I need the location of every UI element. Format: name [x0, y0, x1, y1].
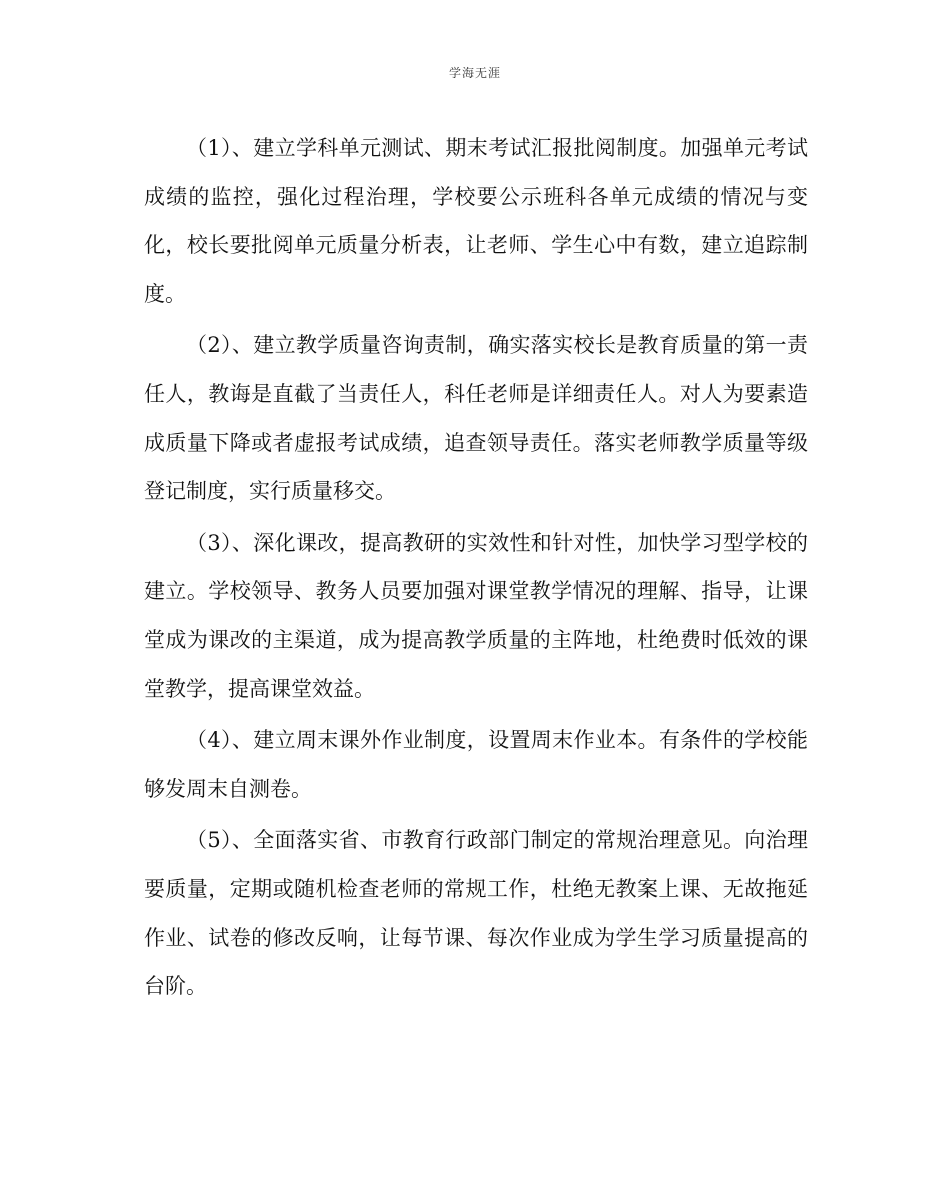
- paragraph-4: （4）、建立周末课外作业制度，设置周末作业本。有条件的学校能够发周末自测卷。: [144, 728, 808, 801]
- paragraph-3: （3）、深化课改，提高教研的实效性和针对性，加快学习型学校的建立。学校领导、教务人员要加强对课堂教学情况的理解、指导，让课堂成为课改的主渠道，成为提高教学质量的主阵地，杜绝费时低效的课堂教学，提高课堂效益。: [144, 530, 808, 701]
- paragraph-1: （1）、建立学科单元测试、期末考试汇报批阅制度。加强单元考试成绩的监控，强化过程治理，学校要公示班科各单元成绩的情况与变化，校长要批阅单元质量分析表，让老师、学生心中有数，建立追踪制度。: [144, 136, 808, 306]
- document-body: [144, 124, 808, 1014]
- page-header: 学海无涯: [448, 66, 501, 80]
- paragraph-5: （5）、全面落实省、市教育行政部门制定的常规治理意见。向治理要质量，定期或随机检查老师的常规工作，杜绝无教案上课、无故拖延作业、试卷的修改反响，让每节课、每次作业成为学生学习质量提高的台阶。: [144, 828, 808, 999]
- paragraph-2: （2）、建立教学质量咨询责制，确实落实校长是教育质量的第一责任人，教诲是直截了当责任人，科任老师是详细责任人。对人为要素造成质量下降或者虚报考试成绩，追查领导责任。落实老师教学质量等级登记制度，实行质量移交。: [144, 333, 808, 504]
